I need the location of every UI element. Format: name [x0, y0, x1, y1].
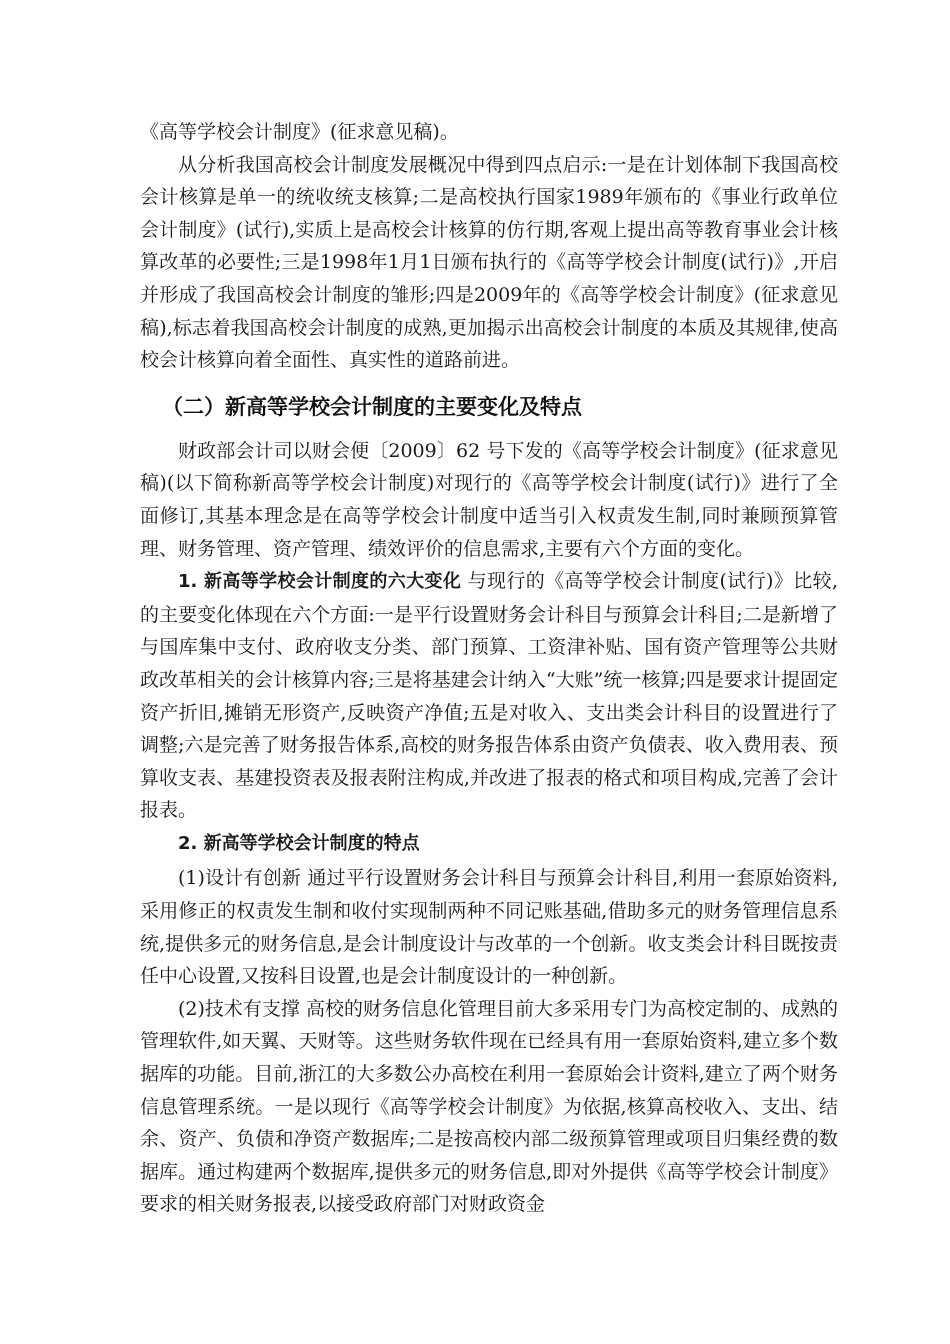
subheading-features-label: 2. 新高等学校会计制度的特点 — [178, 832, 420, 854]
paragraph-design-innovation: (1)设计有创新 通过平行设置财务会计科目与预算会计科目,利用一套原始资料,采用修正的权责发生制和收付实现制两种不同记账基础,借助多元的财务管理信息系统,提供多元的财务信息,是会计制度设计与改革的一个创新。收支类会计科目既按责任中心设置,又按科目设置,也是会计制度设计的一种创新。 — [140, 867, 838, 988]
paragraph-six-changes — [140, 565, 838, 827]
subheading-six-changes: 1. 新高等学校会计制度的六大变化 — [178, 571, 462, 593]
paragraph-four-insights: 从分析我国高校会计制度发展概况中得到四点启示:一是在计划体制下我国高校会计核算是单一的统收统支核算;二是高校执行国家1989年颁布的《事业行政单位会计制度》(试行),实质上是高校会计核算的仿行期,客观上提出高等教育事业会计核算改革的必要性;三是1998年1月1日颁布执行的《高等学校会计制度(试行)》,开启并形成了我国高校会计制度的雏形;四是2009年的《高等学校会计制度》(征求意见稿),标志着我国高校会计制度的成熟,更加揭示出高校会计制度的本质及其规律,使高校会计核算向着全面性、真实性的道路前进。 — [140, 153, 838, 372]
section-heading: （二）新高等学校会计制度的主要变化及特点 — [162, 394, 582, 419]
paragraph-revision-summary: 财政部会计司以财会便〔2009〕62 号下发的《高等学校会计制度》(征求意见稿)(以下简称新高等学校会计制度)对现行的《高等学校会计制度(试行)》进行了全面修订,其基本理念是在高等学校会计制度中适当引入权责发生制,同时兼顾预算管理、财务管理、资产管理、绩效评价的信息需求,主要有六个方面的变化。 — [140, 439, 838, 560]
document-page — [140, 116, 838, 1221]
paragraph-technical-support: (2)技术有支撑 高校的财务信息化管理目前大多采用专门为高校定制的、成熟的管理软件,如天翼、天财等。这些财务软件现在已经具有用一套原始资料,建立多个数据库的功能。目前,浙江的大多数公办高校在利用一套原始会计资料,建立了两个财务信息管理系统。一是以现行《高等学校会计制度》为依据,核算高校收入、支出、结余、资产、负债和净资产数据库;二是按高校内部二级预算管理或项目归集经费的数据库。通过构建两个数据库,提供多元的财务信息,即对外提供《高等学校会计制度》要求的相关财务报表,以接受政府部门对财政资金 — [140, 997, 838, 1216]
paragraph-continuation: 《高等学校会计制度》(征求意见稿)。 — [140, 121, 459, 143]
subheading-features — [140, 827, 838, 861]
paragraph-six-changes-body: 与现行的《高等学校会计制度(试行)》比较,的主要变化体现在六个方面:一是平行设置财务会计科目与预算会计科目;二是新增了与国库集中支付、政府收支分类、部门预算、工资津补贴、国有资产管理等公共财政改革相关的会计核算内容;三是将基建会计纳入“大账”统一核算;四是要求计提固定资产折旧,摊销无形资产,反映资产净值;五是对收入、支出类会计科目的设置进行了调整;六是完善了财务报告体系,高校的财务报告体系由资产负债表、收入费用表、预算收支表、基建投资表及报表附注构成,并改进了报表的格式和项目构成,完善了会计报表。 — [140, 570, 838, 822]
